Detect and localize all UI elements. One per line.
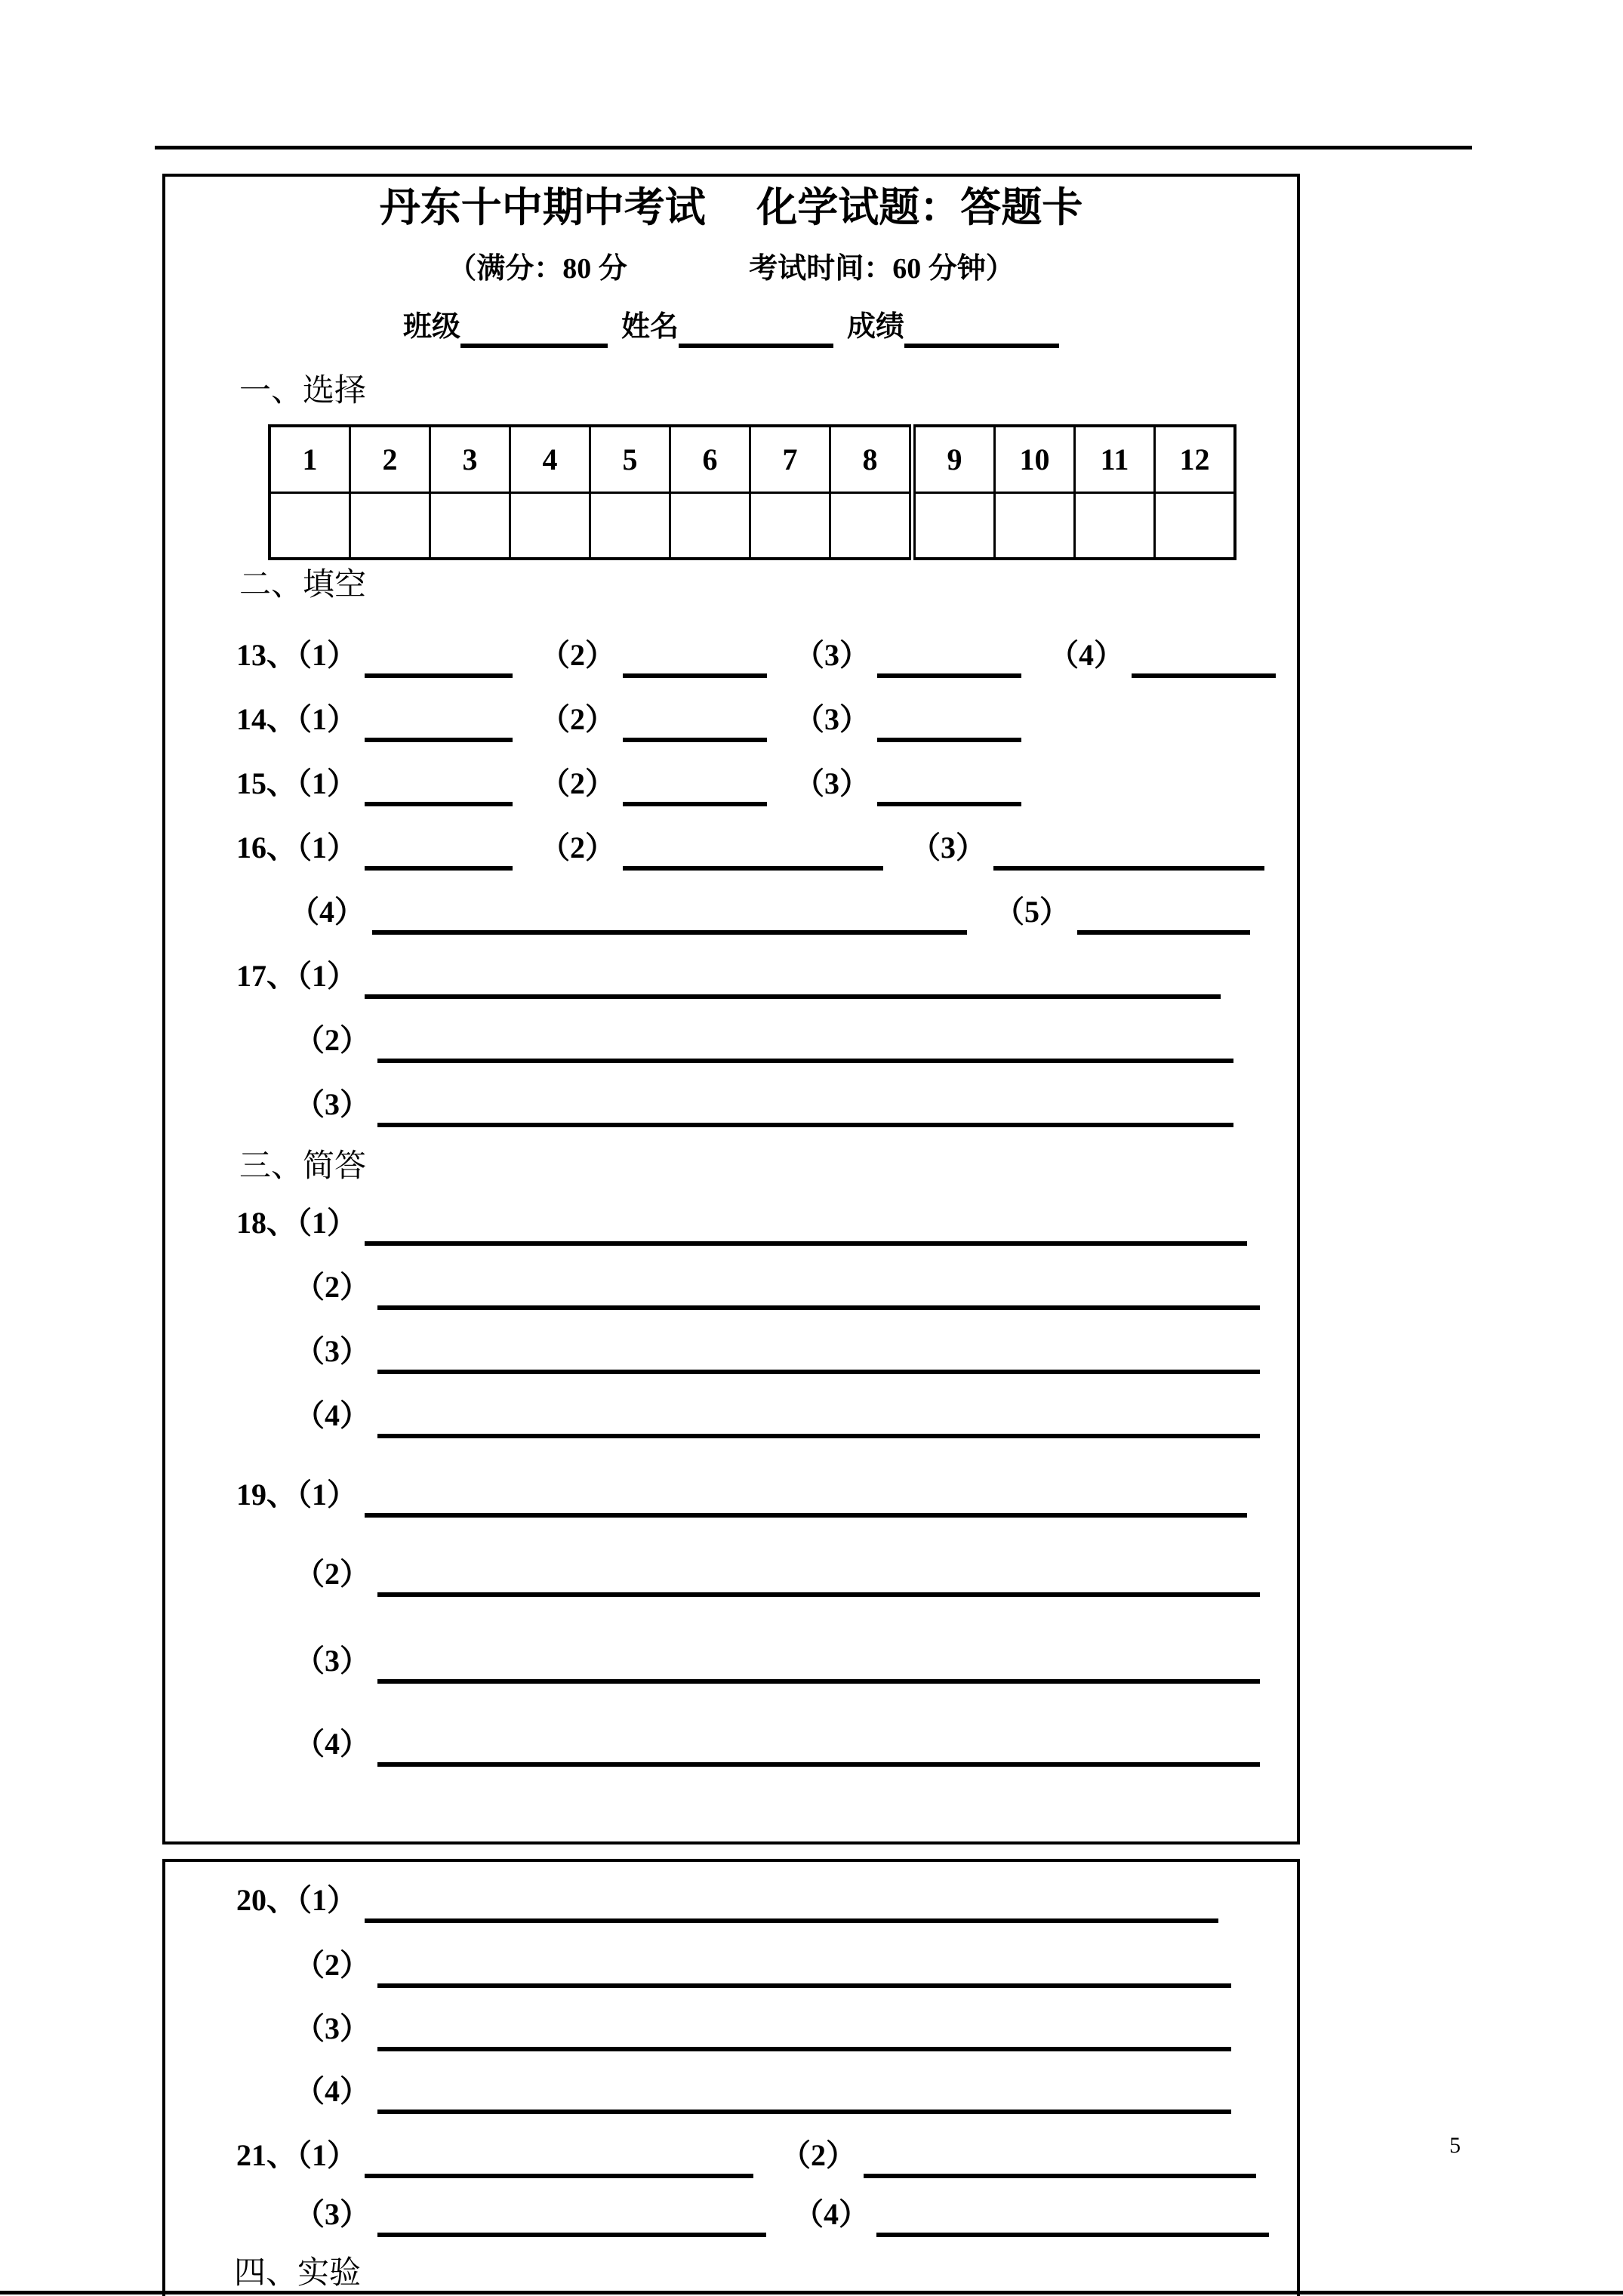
answer-blank: [372, 889, 967, 935]
answer-row-19-cont: [294, 1552, 1260, 1597]
part-number: （3）: [910, 831, 986, 864]
answer-blank: [365, 633, 513, 678]
part-number: （2）: [781, 2138, 856, 2172]
answer-row-16-cont: [289, 889, 1250, 935]
part-number: （2）: [540, 638, 615, 672]
bottom-rule: [0, 2291, 1623, 2294]
part-number: （4）: [289, 895, 365, 929]
answer-blank: [377, 2069, 1231, 2114]
answer-row-13: [236, 633, 1276, 678]
part-number: （2）: [294, 1948, 370, 1982]
answer-blank: [623, 761, 767, 806]
part-number: （1）: [297, 1478, 357, 1512]
answer-blank: [623, 825, 883, 871]
question-number-cell: 8: [830, 426, 913, 493]
class-field-label: 班级: [402, 311, 460, 343]
section-heading-experiment: 四、实验: [234, 2256, 362, 2291]
answer-cell: [590, 493, 670, 559]
answer-row-18: [236, 1200, 1247, 1246]
question-number: 17、: [236, 959, 297, 993]
answer-row-18-cont: [294, 1329, 1260, 1374]
question-number-cell: 6: [670, 426, 750, 493]
question-number: 20、: [236, 1883, 297, 1917]
student-info-line: [162, 306, 1300, 348]
part-number: （1）: [297, 831, 357, 864]
question-number: 14、: [236, 702, 297, 736]
part-number: （3）: [294, 2011, 370, 2045]
answer-cell: [995, 493, 1075, 559]
part-number: （1）: [297, 766, 357, 800]
question-number-cell: 1: [269, 426, 350, 493]
part-number: （3）: [294, 1334, 370, 1368]
answer-blank: [365, 1472, 1247, 1518]
answer-cell: [1075, 493, 1155, 559]
question-number: 15、: [236, 766, 297, 800]
answer-cell: [269, 493, 350, 559]
part-number: （3）: [294, 1087, 370, 1121]
choice-answer-table: [268, 424, 1236, 560]
answer-row-14: [236, 697, 1021, 742]
question-number-cell: 9: [913, 426, 995, 493]
answer-cell: [913, 493, 995, 559]
answer-blank: [876, 2192, 1269, 2237]
question-number-cell: 5: [590, 426, 670, 493]
answer-cell: [510, 493, 590, 559]
answer-row-21-cont: [294, 2192, 1269, 2237]
answer-blank: [623, 697, 767, 742]
question-number-cell: 3: [430, 426, 510, 493]
answer-row-17-cont: [294, 1082, 1233, 1127]
answer-row-20-cont: [294, 1943, 1231, 1988]
part-number: （4）: [793, 2197, 869, 2231]
part-number: （1）: [297, 702, 357, 736]
answer-row-20-cont: [294, 2006, 1231, 2051]
answer-blank: [365, 2133, 753, 2178]
part-number: （2）: [540, 831, 615, 864]
answer-blank: [365, 1878, 1218, 1923]
part-number: （4）: [1049, 638, 1124, 672]
choice-answer-row: [269, 493, 1235, 559]
part-number: （1）: [297, 959, 357, 993]
answer-blank: [377, 2192, 766, 2237]
answer-blank: [993, 825, 1264, 871]
answer-cell: [1155, 493, 1236, 559]
section-heading-short-answer: 三、简答: [239, 1149, 367, 1184]
answer-blank: [377, 1943, 1231, 1988]
part-number: （4）: [294, 1727, 370, 1761]
score-field-label: 成绩: [847, 311, 905, 343]
answer-blank: [365, 697, 513, 742]
part-number: （1）: [297, 2138, 357, 2172]
answer-row-18-cont: [294, 1393, 1260, 1438]
answer-row-20: [236, 1878, 1218, 1923]
name-blank: [679, 306, 833, 348]
section-heading-choice: 一、选择: [239, 374, 367, 408]
answer-row-19: [236, 1472, 1247, 1518]
question-number-cell: 10: [995, 426, 1075, 493]
page-number: 5: [1449, 2133, 1461, 2158]
answer-row-19-cont: [294, 1638, 1260, 1684]
score-blank: [904, 306, 1059, 348]
answer-row-21: [236, 2133, 1256, 2178]
top-rule: [155, 146, 1472, 149]
exam-subtitle: （满分：80 分 考试时间：60 分钟）: [448, 253, 1015, 285]
answer-blank: [877, 697, 1021, 742]
answer-blank: [377, 1329, 1260, 1374]
answer-cell: [670, 493, 750, 559]
part-number: （3）: [794, 702, 870, 736]
answer-blank: [377, 1018, 1233, 1063]
answer-row-15: [236, 761, 1021, 806]
answer-blank: [1132, 633, 1276, 678]
part-number: （4）: [294, 1398, 370, 1432]
part-number: （2）: [540, 766, 615, 800]
question-number-row: [269, 426, 1235, 493]
part-number: （1）: [297, 1206, 357, 1240]
answer-blank: [877, 633, 1021, 678]
question-number-cell: 12: [1155, 426, 1236, 493]
part-number: （2）: [294, 1557, 370, 1591]
part-number: （2）: [294, 1023, 370, 1057]
part-number: （2）: [294, 1270, 370, 1304]
answer-blank: [377, 2006, 1231, 2051]
question-number: 19、: [236, 1478, 297, 1512]
answer-cell: [830, 493, 913, 559]
answer-blank: [377, 1638, 1260, 1684]
answer-row-17: [236, 954, 1221, 999]
answer-row-16: [236, 825, 1264, 871]
answer-blank: [377, 1082, 1233, 1127]
name-field-label: 姓名: [621, 311, 679, 343]
answer-blank: [864, 2133, 1256, 2178]
part-number: （1）: [297, 1883, 357, 1917]
answer-blank: [377, 1393, 1260, 1438]
answer-blank: [377, 1721, 1260, 1767]
answer-cell: [750, 493, 830, 559]
answer-row-19-cont: [294, 1721, 1260, 1767]
question-number-cell: 7: [750, 426, 830, 493]
question-number: 16、: [236, 831, 297, 864]
answer-row-18-cont: [294, 1265, 1260, 1310]
answer-blank: [365, 761, 513, 806]
part-number: （1）: [297, 638, 357, 672]
question-number-cell: 4: [510, 426, 590, 493]
part-number: （3）: [794, 766, 870, 800]
answer-row-17-cont: [294, 1018, 1233, 1063]
class-blank: [460, 306, 608, 348]
question-number: 18、: [236, 1206, 297, 1240]
question-number: 21、: [236, 2138, 297, 2172]
answer-blank: [377, 1265, 1260, 1310]
part-number: （5）: [994, 895, 1070, 929]
part-number: （4）: [294, 2074, 370, 2108]
answer-cell: [350, 493, 430, 559]
question-number: 13、: [236, 638, 297, 672]
answer-blank: [365, 825, 513, 871]
part-number: （3）: [294, 1644, 370, 1678]
answer-blank: [365, 954, 1221, 999]
answer-blank: [1077, 889, 1250, 935]
answer-row-20-cont: [294, 2069, 1231, 2114]
part-number: （3）: [794, 638, 870, 672]
question-number-cell: 11: [1075, 426, 1155, 493]
answer-blank: [365, 1200, 1247, 1246]
question-number-cell: 2: [350, 426, 430, 493]
answer-blank: [377, 1552, 1260, 1597]
answer-cell: [430, 493, 510, 559]
answer-blank: [623, 633, 767, 678]
section-heading-fill: 二、填空: [239, 568, 367, 603]
answer-blank: [877, 761, 1021, 806]
part-number: （3）: [294, 2197, 370, 2231]
page-title: 丹东十中期中考试 化学试题：答题卡: [379, 185, 1083, 230]
part-number: （2）: [540, 702, 615, 736]
